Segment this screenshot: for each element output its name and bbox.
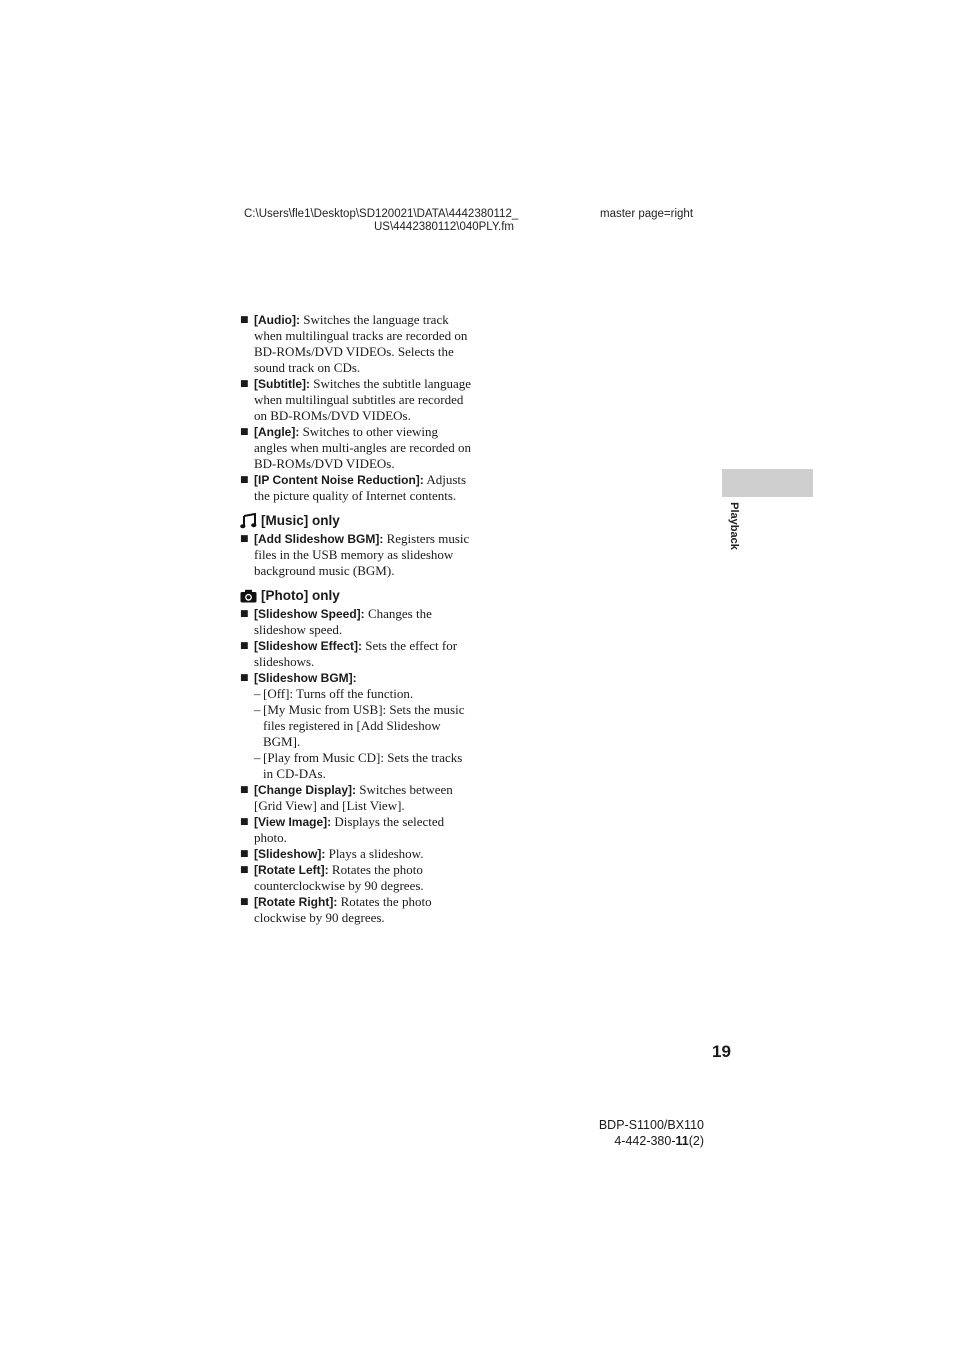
- bullet: ■: [240, 534, 249, 544]
- file-path-line-1: C:\Users\fle1\Desktop\SD120021\DATA\4442380112_: [244, 208, 519, 220]
- bullet: ■: [240, 785, 249, 795]
- page-number: 19: [712, 1042, 731, 1061]
- item-desc: Changes the slideshow speed.: [254, 606, 432, 637]
- item-term: [View Image]:: [254, 815, 332, 829]
- footer-code: [614, 1133, 704, 1149]
- sub-item-text: [Play from Music CD]: Sets the tracks in CD-DAs.: [263, 750, 463, 781]
- list-item: [240, 472, 472, 504]
- footer-code-prefix: 4-442-380-: [614, 1134, 676, 1148]
- footer-code-suffix: (2): [688, 1134, 704, 1148]
- music-section-title: [Music] only: [261, 513, 340, 528]
- item-term: [Slideshow]:: [254, 847, 326, 861]
- list-item: [240, 638, 472, 670]
- dash: –: [254, 686, 261, 701]
- sub-item: [240, 702, 472, 750]
- bullet: ■: [240, 315, 249, 325]
- bullet: ■: [240, 817, 249, 827]
- list-item: [240, 312, 472, 376]
- item-term: [Add Slideshow BGM]:: [254, 532, 384, 546]
- list-item: [240, 846, 472, 862]
- bullet: ■: [240, 673, 249, 683]
- sub-item-text: [My Music from USB]: Sets the music files registered in [Add Slideshow BGM].: [263, 702, 465, 749]
- item-desc: Rotates the photo counterclockwise by 90 degrees.: [254, 862, 424, 893]
- bullet: ■: [240, 641, 249, 651]
- item-desc: Switches the subtitle language when multilingual subtitles are recorded on BD-ROMs/DVD VIDEOs.: [254, 376, 472, 423]
- item-desc: Plays a slideshow.: [325, 846, 424, 861]
- bullet: ■: [240, 427, 249, 437]
- list-item: [240, 376, 472, 424]
- bullet: ■: [240, 379, 249, 389]
- footer-model: BDP-S1100/BX110: [598, 1118, 704, 1132]
- item-term: [Rotate Left]:: [254, 863, 329, 877]
- sub-item: [240, 750, 472, 782]
- bullet: ■: [240, 865, 249, 875]
- item-desc: Switches the language track when multilingual tracks are recorded on BD-ROMs/DVD VIDEOs. Selects the sound track on CDs.: [254, 312, 468, 375]
- list-item: [240, 862, 472, 894]
- item-desc: Sets the effect for slideshows.: [254, 638, 458, 669]
- bullet: ■: [240, 849, 249, 859]
- list-item: [240, 424, 472, 472]
- item-term: [Change Display]:: [254, 783, 357, 797]
- list-item: [240, 531, 472, 579]
- item-term: [Slideshow BGM]:: [254, 671, 357, 685]
- file-path-header: [244, 208, 519, 234]
- item-term: [Slideshow Speed]:: [254, 607, 365, 621]
- item-term: [Angle]:: [254, 425, 300, 439]
- list-item: [240, 894, 472, 926]
- photo-section-heading: [240, 588, 472, 604]
- item-desc: Adjusts the picture quality of Internet contents.: [254, 472, 467, 503]
- side-tab-label: Playback: [728, 502, 740, 550]
- list-item: [240, 814, 472, 846]
- music-note-icon: [240, 513, 257, 529]
- content-column: [240, 312, 472, 926]
- list-item: [240, 606, 472, 638]
- dash: –: [254, 702, 261, 717]
- bullet: ■: [240, 475, 249, 485]
- camera-icon: [240, 589, 257, 603]
- file-path-line-2: US\4442380112\040PLY.fm: [373, 221, 514, 233]
- list-item: [240, 670, 472, 686]
- footer-code-bold: 11: [675, 1134, 689, 1148]
- item-desc: Displays the selected photo.: [254, 814, 445, 845]
- music-section-heading: [240, 513, 472, 529]
- bullet: ■: [240, 897, 249, 907]
- side-tab-marker: [722, 469, 813, 497]
- item-term: [IP Content Noise Reduction]:: [254, 473, 424, 487]
- master-page-label: master page=right: [600, 208, 694, 220]
- sub-item: [240, 686, 472, 702]
- item-term: [Audio]:: [254, 313, 300, 327]
- item-term: [Rotate Right]:: [254, 895, 338, 909]
- item-term: [Subtitle]:: [254, 377, 310, 391]
- item-desc: Rotates the photo clockwise by 90 degrees.: [254, 894, 432, 925]
- item-desc: Registers music files in the USB memory as slideshow background music (BGM).: [254, 531, 470, 578]
- dash: –: [254, 750, 261, 765]
- item-term: [Slideshow Effect]:: [254, 639, 363, 653]
- photo-section-title: [Photo] only: [261, 588, 340, 603]
- item-desc: Switches between [Grid View] and [List View].: [254, 782, 453, 813]
- bullet: ■: [240, 609, 249, 619]
- item-desc: Switches to other viewing angles when multi-angles are recorded on BD-ROMs/DVD VIDEOs.: [254, 424, 471, 471]
- list-item: [240, 782, 472, 814]
- sub-item-text: [Off]: Turns off the function.: [263, 686, 414, 701]
